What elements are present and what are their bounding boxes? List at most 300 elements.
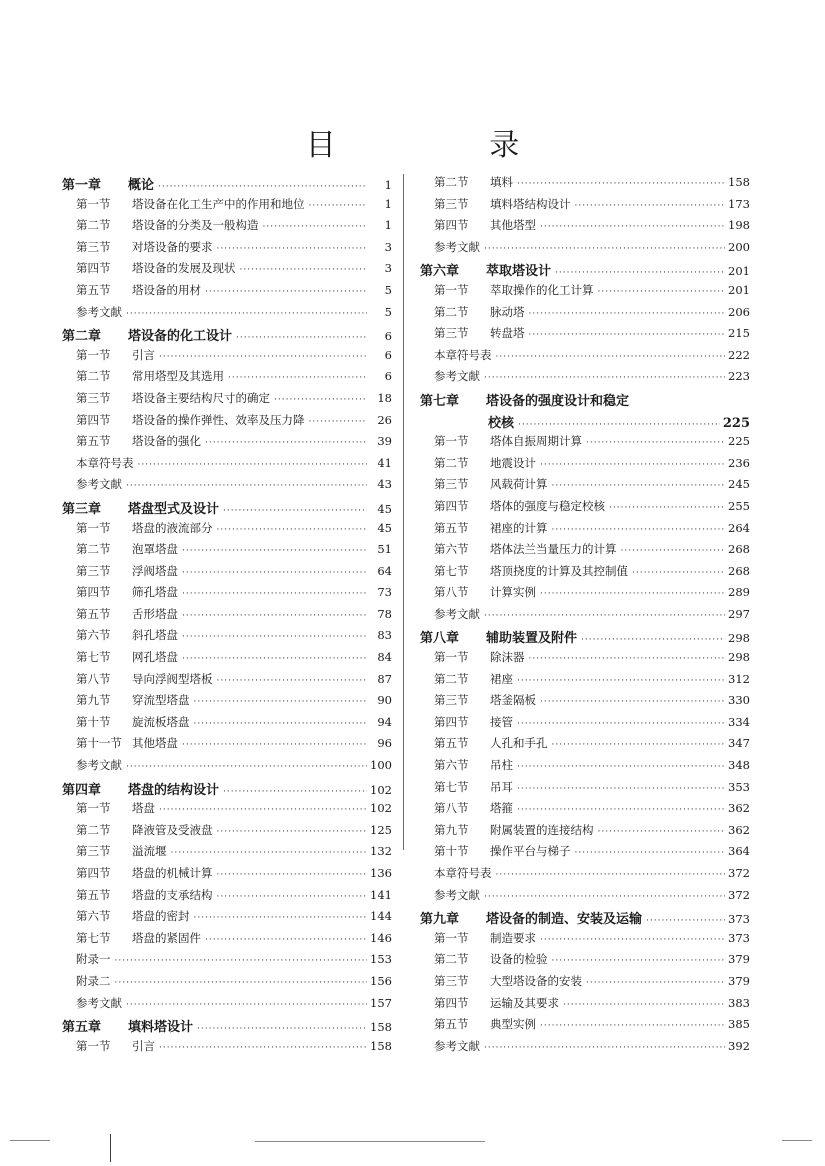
dot-leader [217,825,368,839]
toc-entry-label: 第二节 [76,542,111,557]
toc-section-entry [62,412,392,434]
toc-entry-title: 塔盘型式及设计 [128,501,220,517]
toc-entry-title: 筛孔塔盘 [132,585,178,600]
toc-entry-label: 第三节 [434,477,469,492]
toc-entry-page: 268 [728,542,750,557]
dot-leader [197,1022,367,1036]
toc-entry-page: 225 [728,434,750,449]
toc-entry-label: 第五节 [76,282,111,297]
toc-entry-title: 校核 [488,415,515,431]
dot-leader [126,760,367,774]
toc-section-entry [420,282,750,304]
dot-leader [217,890,368,904]
toc-entry-title: 吊耳 [490,779,513,794]
toc-entry-page: 372 [728,887,750,902]
toc-section-entry [420,174,750,196]
toc-section-entry [420,520,750,542]
toc-entry-title: 概论 [128,178,155,193]
toc-entry-page: 222 [728,347,750,362]
toc-entry-title: 引言 [132,347,155,362]
toc-section-entry [62,692,392,714]
toc-entry-label: 第九章 [420,912,460,928]
dot-leader [517,717,725,731]
dot-leader [217,868,368,882]
toc-section-entry [420,671,750,693]
toc-entry-label: 第一节 [434,282,469,297]
toc-section-entry [420,196,750,218]
toc-entry-label: 第五节 [434,520,469,535]
toc-entry-label: 第八节 [434,801,469,816]
toc-section-entry [420,714,750,736]
toc-entry-label: 第三节 [76,563,111,578]
dot-leader [609,501,725,515]
toc-entry-title: 网孔塔盘 [132,650,178,665]
toc-entry-label: 第七节 [76,930,111,945]
toc-entry-label: 第四节 [76,585,111,600]
toc-section-entry [62,217,392,239]
dot-leader [194,717,368,731]
dot-leader [159,350,367,364]
toc-entry-label: 第五节 [76,887,111,902]
dot-leader [182,587,367,601]
toc-chapter-entry [420,627,750,649]
toc-section-entry [420,800,750,822]
dot-leader [205,436,367,450]
toc-appendix-entry [62,304,392,326]
dot-leader [496,350,726,364]
dot-leader [540,1019,725,1033]
toc-section-entry [420,951,750,973]
toc-entry-page: 312 [728,671,750,686]
toc-entry-label: 第二节 [76,822,111,837]
toc-entry-page: 215 [728,326,750,341]
dot-leader [586,976,725,990]
toc-section-entry [420,304,750,326]
toc-entry-title: 塔设备的分类及一般构造 [132,218,259,233]
toc-entry-title: 塔盘的支承结构 [132,887,213,902]
toc-entry-page: 87 [377,671,392,686]
toc-right-column [420,174,750,1059]
toc-entry-title: 引言 [132,1038,155,1053]
toc-appendix-entry [62,455,392,477]
dot-leader [540,587,725,601]
toc-entry-title: 塔设备的强化 [132,434,201,449]
toc-entry-page: 372 [728,866,750,880]
toc-section-entry [62,930,392,952]
toc-entry-page: 158 [370,1020,392,1035]
toc-section-entry [420,433,750,455]
dot-leader [194,911,368,925]
dot-leader [274,393,367,407]
dot-leader [115,954,368,968]
toc-entry-title: 塔盘的机械计算 [132,866,213,880]
toc-section-entry [420,822,750,844]
toc-section-entry [420,973,750,995]
toc-entry-label: 第一节 [76,347,111,362]
toc-appendix-entry [420,239,750,261]
toc-entry-title: 运输及其要求 [490,995,559,1010]
dot-leader [517,760,725,774]
toc-entry-continuation [420,412,750,434]
dot-leader [575,846,726,860]
toc-entry-page: 5 [384,282,392,297]
dot-leader [217,523,368,537]
toc-section-entry [420,995,750,1017]
toc-section-entry [62,735,392,757]
toc-entry-title: 塔体法兰当量压力的计算 [490,542,617,557]
toc-entry-title: 萃取操作的化工计算 [490,282,594,297]
toc-entry-title: 吊柱 [490,758,513,773]
toc-appendix-entry [62,951,392,973]
toc-entry-title: 塔设备的化工设计 [128,329,233,345]
toc-entry-page: 26 [377,412,392,427]
toc-section-entry [62,433,392,455]
toc-entry-page: 132 [370,844,392,859]
dot-leader [518,418,720,432]
toc-entry-label: 第六节 [434,758,469,773]
toc-entry-title: 填料 [490,175,513,189]
dot-leader [555,266,725,280]
toc-section-entry [62,627,392,649]
toc-entry-page: 6 [384,347,392,362]
dot-leader [540,933,725,947]
toc-entry-label: 第二节 [434,671,469,686]
toc-entry-label: 第四节 [76,412,111,427]
toc-entry-page: 83 [377,628,392,643]
toc-section-entry [62,606,392,628]
toc-entry-label: 第四节 [434,714,469,729]
toc-section-entry [62,584,392,606]
scan-artifact-line [255,1141,485,1142]
toc-entry-label: 第四节 [434,218,469,233]
toc-entry-title: 塔体的强度与稳定校核 [490,498,605,513]
dot-leader [517,782,725,796]
toc-entry-title: 降液管及受液盘 [132,822,213,837]
toc-entry-page: 5 [384,304,392,319]
toc-entry-title: 填料塔结构设计 [490,196,571,211]
toc-section-entry [420,757,750,779]
dot-leader [182,630,367,644]
toc-entry-page: 90 [377,693,392,708]
toc-entry-label: 第三节 [434,326,469,341]
toc-entry-label: 第九节 [434,822,469,837]
dot-leader [182,652,367,666]
toc-entry-title: 参考文献 [434,1038,480,1053]
toc-entry-label: 第四节 [76,866,111,880]
toc-entry-title: 本章符号表 [434,347,492,362]
toc-entry-label: 第三节 [76,239,111,254]
toc-entry-label: 第七章 [420,393,460,409]
dot-leader [309,199,368,213]
toc-entry-page: 173 [728,196,750,211]
toc-entry-page: 362 [728,801,750,816]
toc-entry-title: 裙座 [490,671,513,686]
toc-entry-label: 第七节 [76,650,111,665]
toc-entry-title: 辅助装置及附件 [486,631,578,647]
toc-entry-label: 第六节 [76,909,111,924]
toc-entry-label: 第一章 [62,178,102,193]
toc-section-entry [420,217,750,239]
toc-entry-page: 45 [377,520,392,535]
toc-entry-title: 典型实例 [490,1017,536,1032]
toc-entry-label: 第九节 [76,693,111,708]
toc-appendix-entry [420,1038,750,1060]
dot-leader [632,566,725,580]
scan-artifact-mark [110,1134,111,1162]
toc-section-entry [420,498,750,520]
toc-section-entry [420,325,750,347]
toc-appendix-entry [420,368,750,390]
toc-section-entry [420,455,750,477]
dot-leader [240,263,368,277]
toc-entry-label: 第四章 [62,782,102,798]
toc-entry-label: 第二节 [76,369,111,384]
toc-section-entry [62,800,392,822]
toc-entry-label: 第六章 [420,264,460,280]
toc-entry-label: 第六节 [434,542,469,557]
toc-entry-title: 塔设备主要结构尺寸的确定 [132,390,270,405]
toc-entry-title: 塔箍 [490,801,513,816]
toc-entry-page: 334 [728,714,750,729]
toc-entry-page: 289 [728,585,750,600]
toc-section-entry [62,196,392,218]
toc-entry-title: 参考文献 [434,887,480,902]
toc-entry-label: 第七节 [434,563,469,578]
toc-entry-title: 填料塔设计 [128,1020,194,1036]
dot-leader [205,285,367,299]
toc-entry-label: 第一节 [76,196,111,211]
toc-entry-title: 地震设计 [490,455,536,470]
toc-entry-page: 264 [728,520,750,535]
toc-entry-label: 第七节 [434,779,469,794]
toc-entry-title: 其他塔盘 [132,736,178,751]
toc-section-entry [62,908,392,930]
toc-entry-title: 参考文献 [76,477,122,492]
toc-entry-page: 84 [377,650,392,665]
toc-appendix-entry [62,995,392,1017]
toc-chapter-entry [62,779,392,801]
toc-entry-page: 45 [377,501,392,516]
toc-entry-label: 第一节 [76,1038,111,1053]
dot-leader [126,998,367,1012]
toc-entry-title: 穿流型塔盘 [132,693,190,708]
toc-entry-label: 第八章 [420,631,460,647]
toc-entry-page: 297 [728,606,750,621]
toc-entry-page: 64 [377,563,392,578]
toc-entry-page: 201 [728,282,750,297]
toc-entry-page: 3 [384,261,392,276]
toc-entry-title: 塔设备的操作弹性、效率及压力降 [132,412,305,427]
toc-entry-page: 156 [370,973,392,988]
toc-entry-page: 201 [728,264,750,279]
toc-entry-label: 第三节 [76,390,111,405]
toc-entry-label: 第四节 [76,261,111,276]
toc-entry-title: 附属装置的连接结构 [490,822,594,837]
dot-leader [575,199,726,213]
toc-section-entry [420,843,750,865]
dot-leader [621,544,726,558]
dot-leader [126,307,367,321]
toc-chapter-entry [420,260,750,282]
toc-entry-page: 158 [728,175,750,189]
toc-entry-label: 第三章 [62,501,102,517]
toc-entry-page: 379 [728,973,750,988]
toc-entry-title: 浮阀塔盘 [132,563,178,578]
toc-entry-page: 78 [377,606,392,621]
toc-entry-label: 第一节 [76,801,111,816]
toc-section-entry [62,822,392,844]
toc-entry-title: 除沫器 [490,650,525,665]
dot-leader [309,415,368,429]
toc-entry-title: 塔顶挠度的计算及其控制值 [490,563,628,578]
toc-entry-title: 旋流板塔盘 [132,714,190,729]
toc-section-entry [62,649,392,671]
toc-entry-title: 斜孔塔盘 [132,628,178,643]
toc-section-entry [62,520,392,542]
toc-section-entry [420,692,750,714]
dot-leader [126,479,367,493]
dot-leader [263,220,368,234]
dot-leader [194,695,368,709]
toc-entry-page: 225 [722,415,750,431]
toc-section-entry [420,779,750,801]
toc-entry-title: 舌形塔盘 [132,606,178,621]
dot-leader [529,328,726,342]
toc-entry-title: 溢流堰 [132,844,167,859]
column-divider [403,174,404,850]
toc-entry-title: 大型塔设备的安装 [490,973,582,988]
dot-leader [484,890,725,904]
toc-entry-title: 参考文献 [434,239,480,254]
toc-entry-page: 373 [728,912,750,927]
dot-leader [223,785,367,799]
toc-entry-title: 塔盘的密封 [132,909,190,924]
dot-leader [529,652,726,666]
toc-entry-title: 附录一 [76,952,111,967]
toc-entry-label: 第一节 [434,434,469,449]
toc-entry-page: 102 [370,782,392,797]
toc-entry-page: 373 [728,930,750,945]
dot-leader [552,954,726,968]
toc-entry-title: 对塔设备的要求 [132,239,213,254]
toc-entry-title: 人孔和手孔 [490,736,548,751]
toc-entry-page: 298 [728,631,750,646]
toc-entry-title: 附录二 [76,973,111,988]
dot-leader [517,674,725,688]
toc-entry-label: 第三节 [76,844,111,859]
dot-leader [552,523,726,537]
toc-section-entry [62,541,392,563]
dot-leader [529,307,726,321]
toc-entry-label: 第十一节 [76,736,122,751]
toc-entry-title: 泡罩塔盘 [132,542,178,557]
toc-entry-page: 348 [728,758,750,773]
dot-leader [115,976,368,990]
toc-section-entry [420,584,750,606]
toc-entry-label: 第三节 [434,196,469,211]
toc-entry-title: 操作平台与梯子 [490,844,571,859]
toc-entry-page: 102 [370,801,392,816]
toc-section-entry [420,649,750,671]
toc-entry-page: 100 [370,758,392,773]
toc-entry-title: 参考文献 [434,606,480,621]
toc-entry-label: 第一节 [434,930,469,945]
toc-entry-page: 94 [377,714,392,729]
toc-appendix-entry [420,887,750,909]
toc-section-entry [62,714,392,736]
toc-entry-label: 第二节 [76,218,111,233]
dot-leader [159,803,367,817]
toc-entry-page: 1 [384,218,392,233]
scan-artifact-dash [10,1140,50,1141]
dot-leader [182,738,367,752]
toc-entry-title: 其他塔型 [490,218,536,233]
toc-entry-title: 制造要求 [490,930,536,945]
toc-entry-title: 本章符号表 [76,455,134,470]
toc-entry-page: 198 [728,218,750,233]
toc-entry-label: 第八节 [434,585,469,600]
toc-entry-title: 风载荷计算 [490,477,548,492]
toc-entry-title: 萃取塔设计 [486,264,552,280]
toc-appendix-entry [420,606,750,628]
toc-entry-page: 158 [370,1038,392,1053]
toc-entry-title: 参考文献 [434,369,480,384]
toc-entry-title: 塔体自振周期计算 [490,434,582,449]
dot-leader [159,1041,367,1055]
dot-leader [228,371,367,385]
dot-leader [581,633,725,647]
toc-entry-title: 塔设备的用材 [132,282,201,297]
dot-leader [484,371,725,385]
toc-entry-page: 6 [384,329,392,344]
toc-entry-page: 330 [728,693,750,708]
toc-entry-title: 计算实例 [490,585,536,600]
page-title: 目 录 [305,128,592,163]
dot-leader [158,180,367,194]
dot-leader [552,479,726,493]
dot-leader [236,331,367,345]
toc-entry-page: 353 [728,779,750,794]
toc-entry-label: 第一节 [434,650,469,665]
toc-entry-page: 206 [728,304,750,319]
toc-entry-page: 392 [728,1038,750,1053]
toc-entry-page: 3 [384,239,392,254]
toc-entry-title: 导向浮阀型塔板 [132,671,213,686]
toc-entry-title: 塔设备的发展及现状 [132,261,236,276]
toc-entry-page: 1 [384,178,392,192]
toc-entry-page: 223 [728,369,750,384]
toc-entry-title: 塔釜隔板 [490,693,536,708]
dot-leader [540,695,725,709]
toc-entry-title: 设备的检验 [490,952,548,967]
toc-section-entry [62,368,392,390]
toc-entry-page: 125 [370,822,392,837]
toc-entry-page: 236 [728,455,750,470]
toc-section-entry [420,541,750,563]
dot-leader [171,846,368,860]
toc-section-entry [62,282,392,304]
toc-entry-label: 第二节 [434,455,469,470]
dot-leader [598,285,726,299]
dot-leader [182,566,367,580]
toc-section-entry [420,735,750,757]
dot-leader [484,609,725,623]
toc-entry-page: 41 [377,455,392,470]
dot-leader [586,436,725,450]
dot-leader [217,674,368,688]
toc-section-entry [62,887,392,909]
toc-entry-page: 347 [728,736,750,751]
